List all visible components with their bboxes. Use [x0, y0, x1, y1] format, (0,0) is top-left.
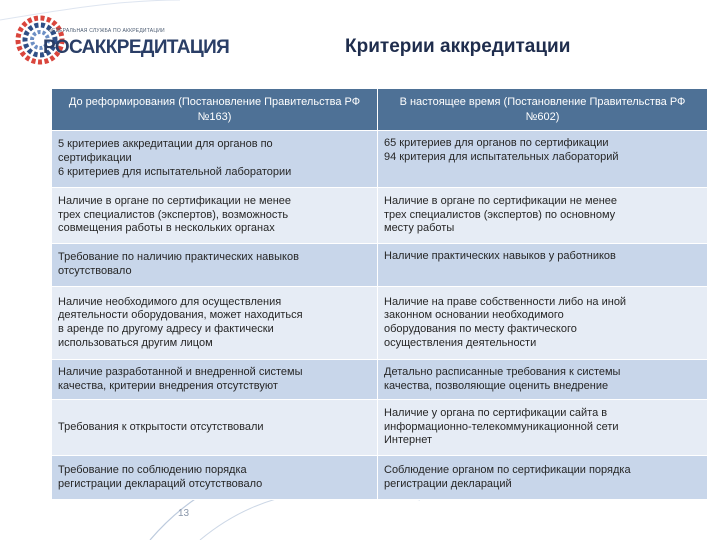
cell-before: Требование по соблюдению порядка регистрации деклараций отсутствовало: [52, 456, 378, 500]
logo-small-text: ФЕДЕРАЛЬНАЯ СЛУЖБА ПО АККРЕДИТАЦИИ: [48, 28, 165, 34]
table-row: [52, 360, 708, 400]
cell-before: Требования к открытости отсутствовали: [52, 400, 378, 456]
cell-current: Наличие в органе по сертификации не менее трех специалистов (экспертов) по основному месту работы: [378, 188, 708, 244]
cell-before: Наличие необходимого для осуществления деятельности оборудования, может находиться в аренде по другому адресу и фактически использоваться другим лицом: [52, 287, 378, 360]
page-title: Критерии аккредитации: [345, 36, 571, 57]
table-row: [52, 188, 708, 244]
cell-current: Соблюдение органом по сертификации порядка регистрации деклараций: [378, 456, 708, 500]
criteria-table: [51, 88, 708, 500]
table-row: [52, 287, 708, 360]
cell-current: Наличие практических навыков у работников: [378, 244, 708, 287]
logo-brand-text: РОСАККРЕДИТАЦИЯ: [43, 37, 230, 58]
table-header-row: [52, 89, 708, 131]
cell-current: Наличие на праве собственности либо на иной законном основании необходимого оборудования по месту фактического осуществления деятельности: [378, 287, 708, 360]
cell-before: Наличие в органе по сертификации не менее трех специалистов (экспертов), возможность совмещения работы в нескольких органах: [52, 188, 378, 244]
header-current: В настоящее время (Постановление Правительства РФ №602): [378, 89, 708, 131]
cell-before: 5 критериев аккредитации для органов по сертификации 6 критериев для испытательной лаборатории: [52, 131, 378, 188]
cell-current: 65 критериев для органов по сертификации 94 критерия для испытательных лабораторий: [378, 131, 708, 188]
table-row: [52, 131, 708, 188]
cell-current: Детально расписанные требования к системы качества, позволяющие оценить внедрение: [378, 360, 708, 400]
table-row: [52, 400, 708, 456]
cell-before: Требование по наличию практических навыков отсутствовало: [52, 244, 378, 287]
cell-before: Наличие разработанной и внедренной системы качества, критерии внедрения отсутствуют: [52, 360, 378, 400]
header-before-reform: До реформирования (Постановление Правительства РФ №163): [52, 89, 378, 131]
table-row: [52, 244, 708, 287]
page-number: 13: [178, 508, 190, 519]
table-row: [52, 456, 708, 500]
cell-current: Наличие у органа по сертификации сайта в информационно-телекоммуникационной сети Интернет: [378, 400, 708, 456]
rosaccreditation-logo: [10, 8, 230, 74]
